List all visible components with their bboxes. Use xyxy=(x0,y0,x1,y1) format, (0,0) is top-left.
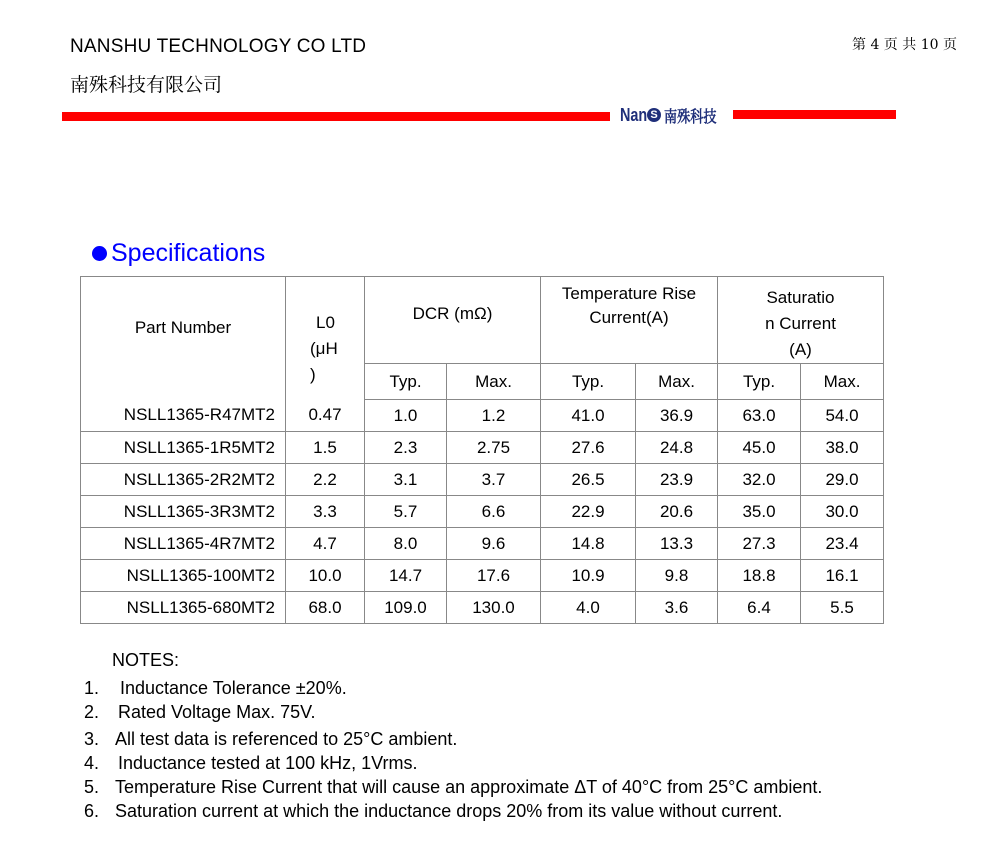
logo-latin-text: Nan xyxy=(620,104,648,125)
section-heading xyxy=(92,239,265,268)
cell-part-number: NSLL1365-3R3MT2 xyxy=(81,496,286,528)
cell-sat-max: 38.0 xyxy=(801,432,884,464)
cell-sat-typ: 45.0 xyxy=(718,432,801,464)
section-title: Specifications xyxy=(111,239,266,267)
header-l0: L0 (μH ) xyxy=(286,277,365,400)
cell-dcr-max: 1.2 xyxy=(447,400,541,432)
header-tr-max: Max. xyxy=(636,364,718,400)
cell-sat-max: 5.5 xyxy=(801,592,884,624)
company-name-cn: 南殊科技有限公司 xyxy=(70,74,223,96)
cell-part-number: NSLL1365-100MT2 xyxy=(81,560,286,592)
cell-sat-max: 30.0 xyxy=(801,496,884,528)
header-dcr: DCR (mΩ) xyxy=(365,277,541,364)
header-rule-right xyxy=(733,110,896,119)
cell-l0: 3.3 xyxy=(286,496,365,528)
cell-tr-typ: 22.9 xyxy=(541,496,636,528)
specifications-table xyxy=(80,276,884,624)
cell-dcr-typ: 1.0 xyxy=(365,400,447,432)
cell-tr-max: 3.6 xyxy=(636,592,718,624)
table-row xyxy=(81,496,884,528)
cell-tr-typ: 27.6 xyxy=(541,432,636,464)
cell-sat-max: 29.0 xyxy=(801,464,884,496)
cell-part-number: NSLL1365-4R7MT2 xyxy=(81,528,286,560)
cell-sat-max: 16.1 xyxy=(801,560,884,592)
header-saturation-current: Saturatio n Current (A) xyxy=(718,277,884,364)
table-row xyxy=(81,432,884,464)
cell-dcr-max: 9.6 xyxy=(447,528,541,560)
note-item: 4. Inductance tested at 100 kHz, 1Vrms. xyxy=(84,753,418,773)
header-sat-max: Max. xyxy=(801,364,884,400)
cell-part-number: NSLL1365-2R2MT2 xyxy=(81,464,286,496)
table-row xyxy=(81,464,884,496)
header-dcr-max: Max. xyxy=(447,364,541,400)
cell-tr-typ: 41.0 xyxy=(541,400,636,432)
table-row xyxy=(81,560,884,592)
cell-sat-typ: 6.4 xyxy=(718,592,801,624)
cell-sat-typ: 35.0 xyxy=(718,496,801,528)
header-dcr-typ: Typ. xyxy=(365,364,447,400)
cell-sat-max: 23.4 xyxy=(801,528,884,560)
header-tr-typ: Typ. xyxy=(541,364,636,400)
table-row xyxy=(81,592,884,624)
bullet-icon xyxy=(92,246,107,261)
note-item: 6. Saturation current at which the inductance drops 20% from its value without current. xyxy=(84,801,783,821)
logo-chinese-text: 南殊科技 xyxy=(664,106,717,126)
header-rule-left xyxy=(62,112,610,121)
cell-dcr-typ: 3.1 xyxy=(365,464,447,496)
company-logo xyxy=(620,103,728,127)
cell-sat-typ: 63.0 xyxy=(718,400,801,432)
cell-tr-max: 24.8 xyxy=(636,432,718,464)
note-item: 1. Inductance Tolerance ±20%. xyxy=(84,678,347,698)
cell-tr-typ: 26.5 xyxy=(541,464,636,496)
table-row xyxy=(81,528,884,560)
cell-tr-max: 23.9 xyxy=(636,464,718,496)
cell-sat-typ: 18.8 xyxy=(718,560,801,592)
cell-dcr-max: 2.75 xyxy=(447,432,541,464)
cell-part-number: NSLL1365-R47MT2 xyxy=(81,400,286,432)
note-item: 3. All test data is referenced to 25°C ambient. xyxy=(84,729,458,749)
cell-tr-typ: 4.0 xyxy=(541,592,636,624)
header-temperature-rise: Temperature Rise Current(A) xyxy=(541,277,718,364)
cell-dcr-typ: 109.0 xyxy=(365,592,447,624)
cell-tr-max: 9.8 xyxy=(636,560,718,592)
cell-dcr-max: 17.6 xyxy=(447,560,541,592)
cell-sat-typ: 32.0 xyxy=(718,464,801,496)
logo-s-icon: S xyxy=(647,108,661,122)
cell-tr-typ: 10.9 xyxy=(541,560,636,592)
cell-dcr-typ: 5.7 xyxy=(365,496,447,528)
cell-tr-max: 36.9 xyxy=(636,400,718,432)
cell-sat-max: 54.0 xyxy=(801,400,884,432)
note-item: 2. Rated Voltage Max. 75V. xyxy=(84,702,316,722)
cell-sat-typ: 27.3 xyxy=(718,528,801,560)
cell-l0: 2.2 xyxy=(286,464,365,496)
cell-tr-max: 13.3 xyxy=(636,528,718,560)
cell-part-number: NSLL1365-680MT2 xyxy=(81,592,286,624)
cell-l0: 0.47 xyxy=(286,400,365,432)
cell-tr-typ: 14.8 xyxy=(541,528,636,560)
cell-l0: 4.7 xyxy=(286,528,365,560)
header-sat-typ: Typ. xyxy=(718,364,801,400)
cell-dcr-typ: 8.0 xyxy=(365,528,447,560)
cell-tr-max: 20.6 xyxy=(636,496,718,528)
page-indicator: 第 4 页 共 10 页 xyxy=(852,37,957,53)
company-name-en: NANSHU TECHNOLOGY CO LTD xyxy=(70,36,367,57)
table-row xyxy=(81,400,884,432)
cell-dcr-typ: 14.7 xyxy=(365,560,447,592)
cell-l0: 1.5 xyxy=(286,432,365,464)
notes-title: NOTES: xyxy=(112,650,180,670)
table-header-row xyxy=(81,277,884,364)
cell-dcr-max: 6.6 xyxy=(447,496,541,528)
cell-part-number: NSLL1365-1R5MT2 xyxy=(81,432,286,464)
cell-l0: 68.0 xyxy=(286,592,365,624)
cell-dcr-max: 3.7 xyxy=(447,464,541,496)
header-part-number: Part Number xyxy=(81,277,286,400)
cell-dcr-max: 130.0 xyxy=(447,592,541,624)
note-item: 5. Temperature Rise Current that will cause an approximate ΔT of 40°C from 25°C ambient. xyxy=(84,777,823,797)
cell-l0: 10.0 xyxy=(286,560,365,592)
cell-dcr-typ: 2.3 xyxy=(365,432,447,464)
